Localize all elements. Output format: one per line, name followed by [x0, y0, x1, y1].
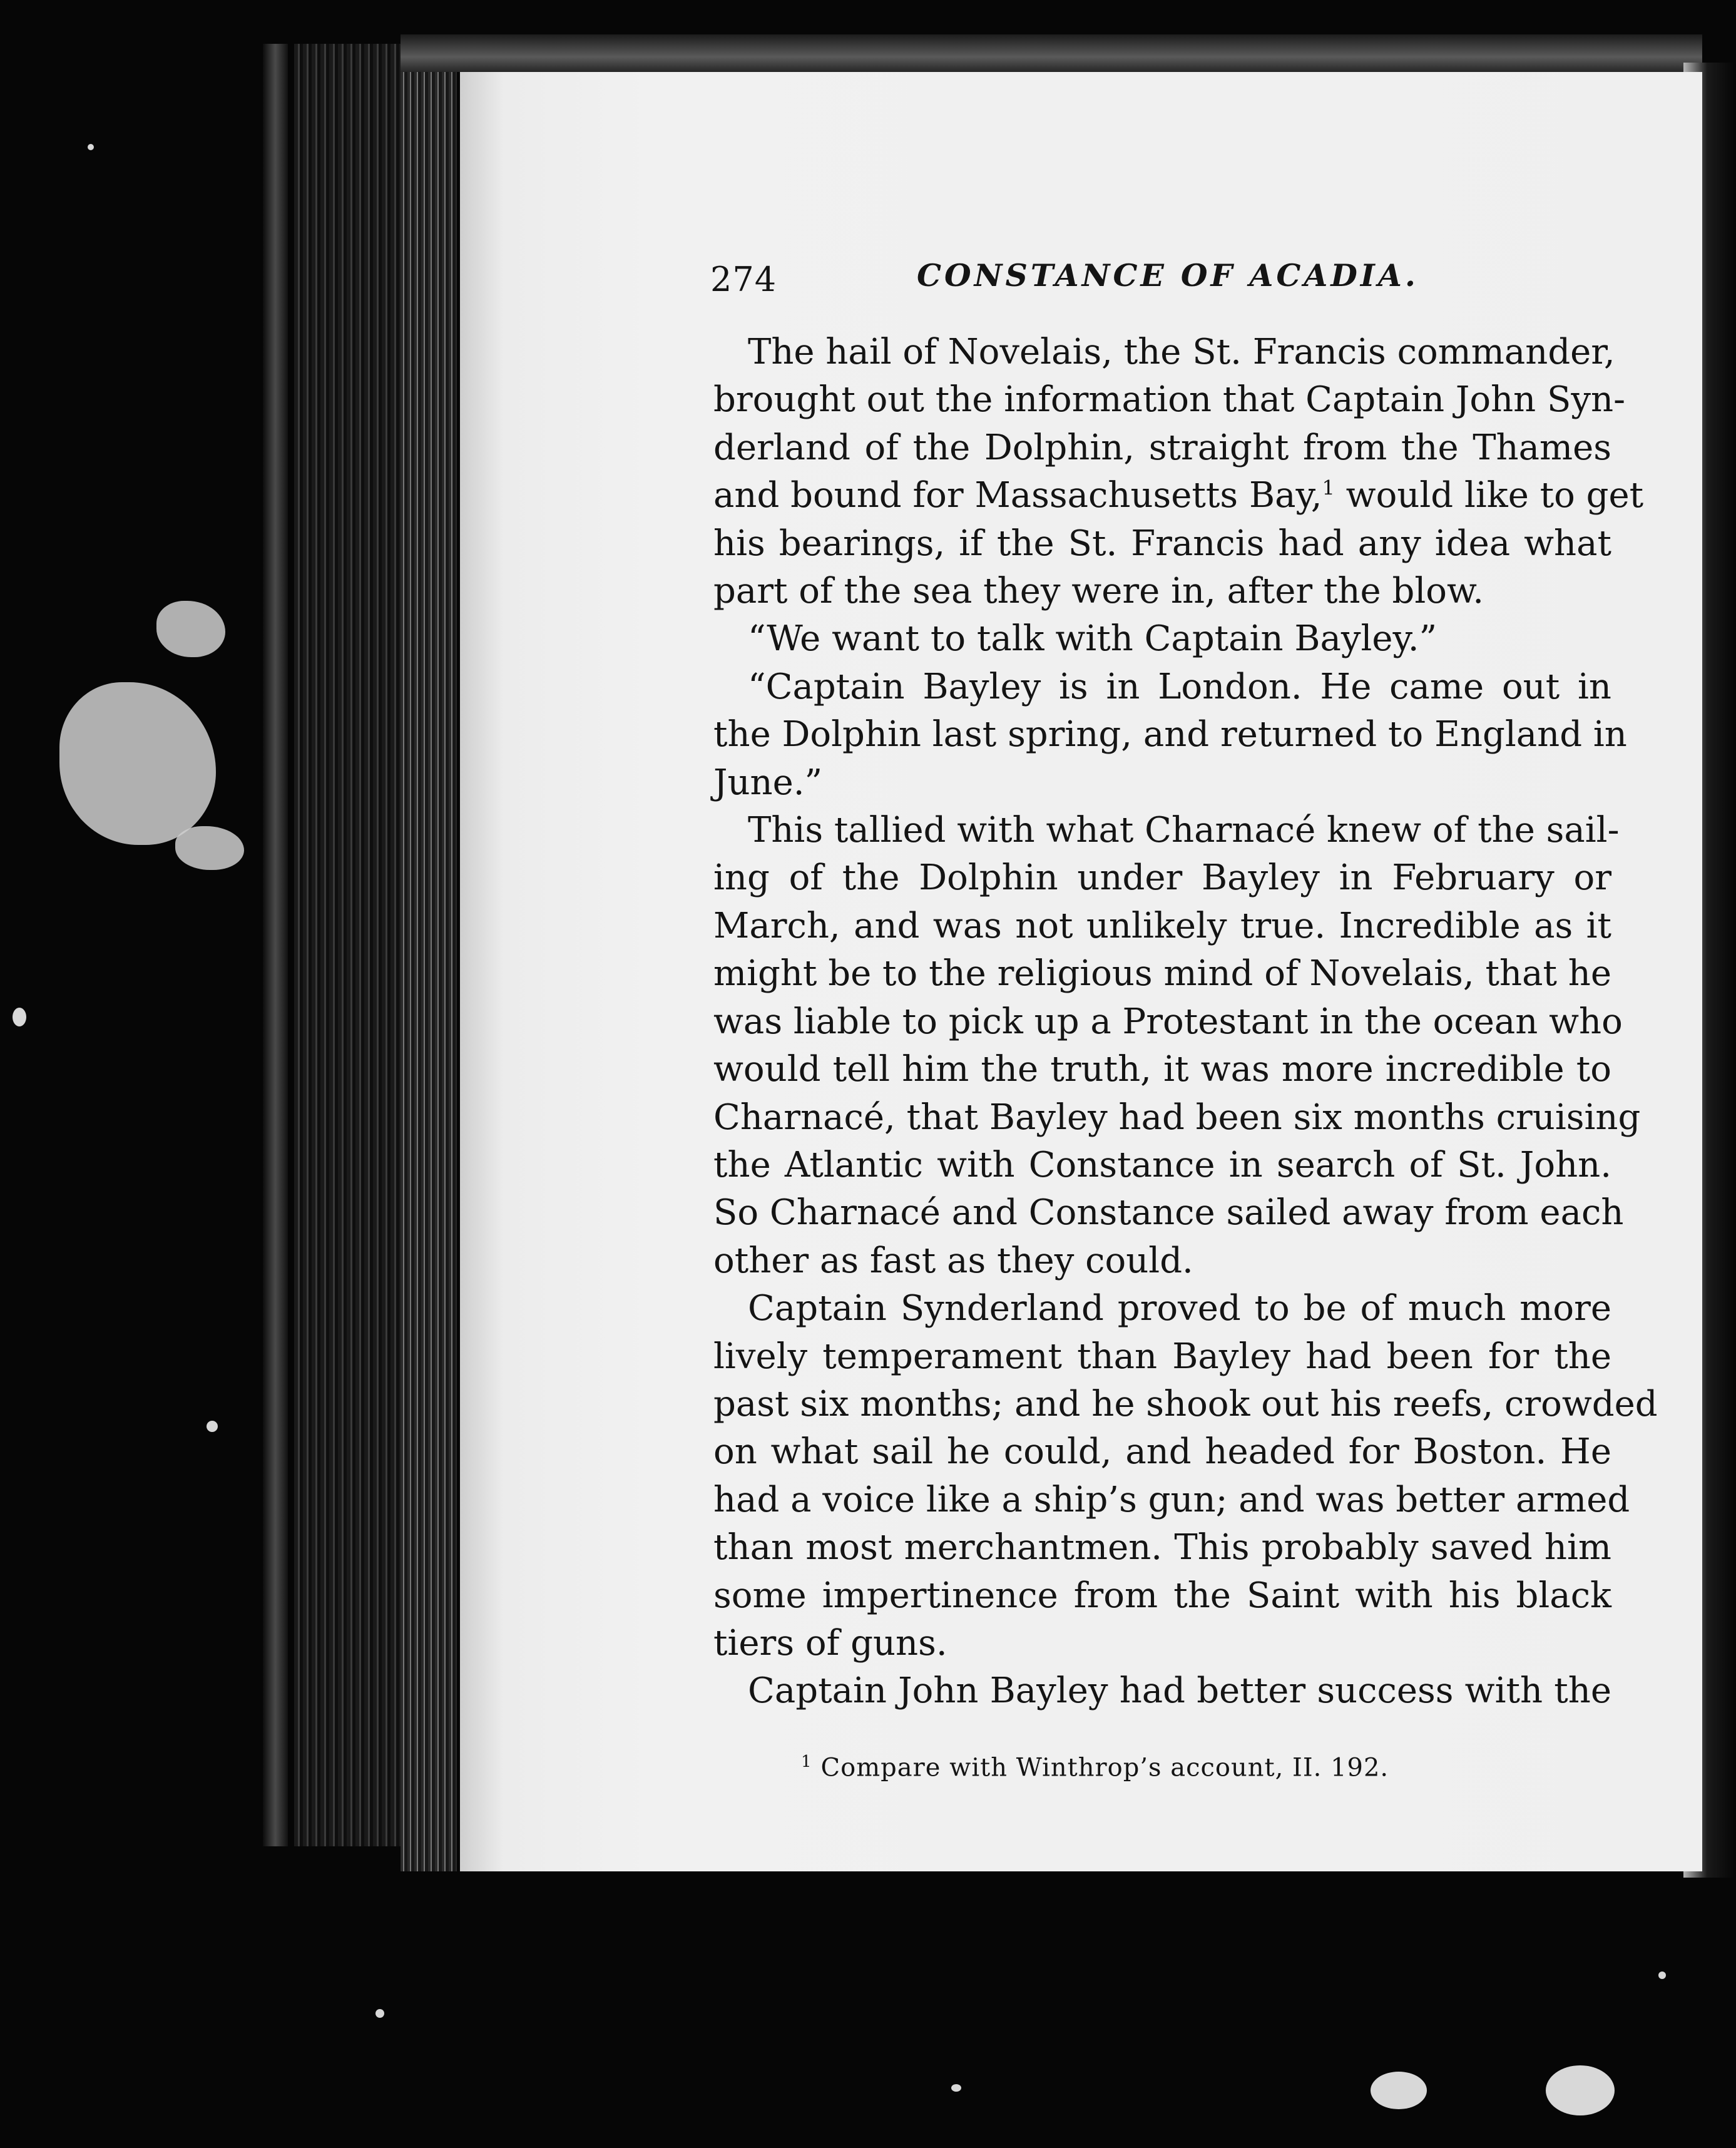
text-line: This tallied with what Charnacé knew of the sail- — [748, 810, 1620, 851]
text-line: on what sail he could, and headed for Boston. He — [713, 1431, 1611, 1473]
footnote-reference: 1 — [1322, 476, 1335, 500]
text-line: March, and was not unlikely true. Incredible as it — [713, 905, 1611, 946]
text-line: part of the sea they were in, after the blow. — [713, 571, 1484, 612]
text-line: June.” — [713, 762, 823, 803]
text-line: the Dolphin last spring, and returned to England in — [713, 714, 1627, 755]
book-page — [460, 72, 1702, 1871]
dust-blot — [59, 682, 216, 845]
page-stack-edge — [294, 44, 401, 1846]
text-line: tiers of guns. — [713, 1622, 947, 1664]
text-line: might be to the religious mind of Novelais, that he — [713, 953, 1611, 995]
page-stack-edge-inner — [401, 69, 457, 1871]
text-line: his bearings, if the St. Francis had any idea what — [713, 523, 1611, 564]
dust-speck — [951, 2084, 961, 2092]
running-head: CONSTANCE OF ACADIA. — [917, 257, 1419, 294]
text-line: Captain Synderland proved to be of much more — [748, 1288, 1611, 1329]
dust-speck — [375, 2009, 384, 2018]
paragraph — [713, 615, 1611, 663]
text-line: some impertinence from the Saint with his black — [713, 1575, 1611, 1616]
text-line — [713, 472, 1644, 519]
text-line: Captain John Bayley had better success with the — [748, 1670, 1611, 1712]
text-line: than most merchantmen. This probably saved him — [713, 1527, 1611, 1568]
body-text — [713, 329, 1658, 1716]
text-line: had a voice like a ship’s gun; and was better armed — [713, 1479, 1630, 1520]
footnote-marker: 1 — [801, 1752, 812, 1771]
text-line: would tell him the truth, it was more incredible to — [713, 1049, 1611, 1090]
dust-speck — [13, 1008, 26, 1026]
paragraph — [713, 663, 1627, 807]
page-header — [710, 257, 1586, 310]
dust-speck — [1546, 2065, 1615, 2115]
dust-speck — [1371, 2072, 1427, 2109]
footnote-text: Compare with Winthrop’s account, II. 192. — [820, 1753, 1389, 1782]
line-text: and bound for Massachusetts Bay, — [713, 475, 1322, 516]
paragraph — [713, 1667, 1611, 1715]
paragraph — [713, 1285, 1658, 1667]
text-line: derland of the Dolphin, straight from the Thames — [713, 427, 1611, 468]
dust-blot — [175, 826, 244, 870]
dust-speck — [207, 1421, 218, 1432]
text-line: So Charnacé and Constance sailed away from each — [713, 1192, 1624, 1234]
text-line: “We want to talk with Captain Bayley.” — [748, 618, 1437, 660]
text-line: ing of the Dolphin under Bayley in February or — [713, 857, 1611, 899]
text-line: past six months; and he shook out his reefs, crowded — [713, 1383, 1658, 1424]
text-line: “Captain Bayley is in London. He came out in — [748, 666, 1611, 707]
text-line: the Atlantic with Constance in search of St. John. — [713, 1144, 1611, 1185]
text-line: Charnacé, that Bayley had been six months cruising — [713, 1097, 1641, 1138]
text-line: other as fast as they could. — [713, 1240, 1193, 1281]
page-number: 274 — [710, 260, 777, 299]
text-line: lively temperament than Bayley had been for the — [713, 1336, 1611, 1377]
dust-speck — [1658, 1972, 1666, 1979]
footnote — [801, 1752, 1389, 1782]
dust-blot — [156, 601, 225, 657]
paragraph — [713, 807, 1641, 1285]
line-text-tail: would like to get — [1334, 475, 1644, 516]
paragraph — [713, 329, 1644, 615]
text-line: was liable to pick up a Protestant in the ocean who — [713, 1001, 1623, 1042]
text-line: brought out the information that Captain John Syn- — [713, 379, 1625, 421]
book-spine-edge — [263, 44, 288, 1846]
text-line: The hail of Novelais, the St. Francis commander, — [748, 332, 1615, 372]
dust-speck — [88, 144, 94, 150]
book-top-edge — [401, 34, 1702, 72]
